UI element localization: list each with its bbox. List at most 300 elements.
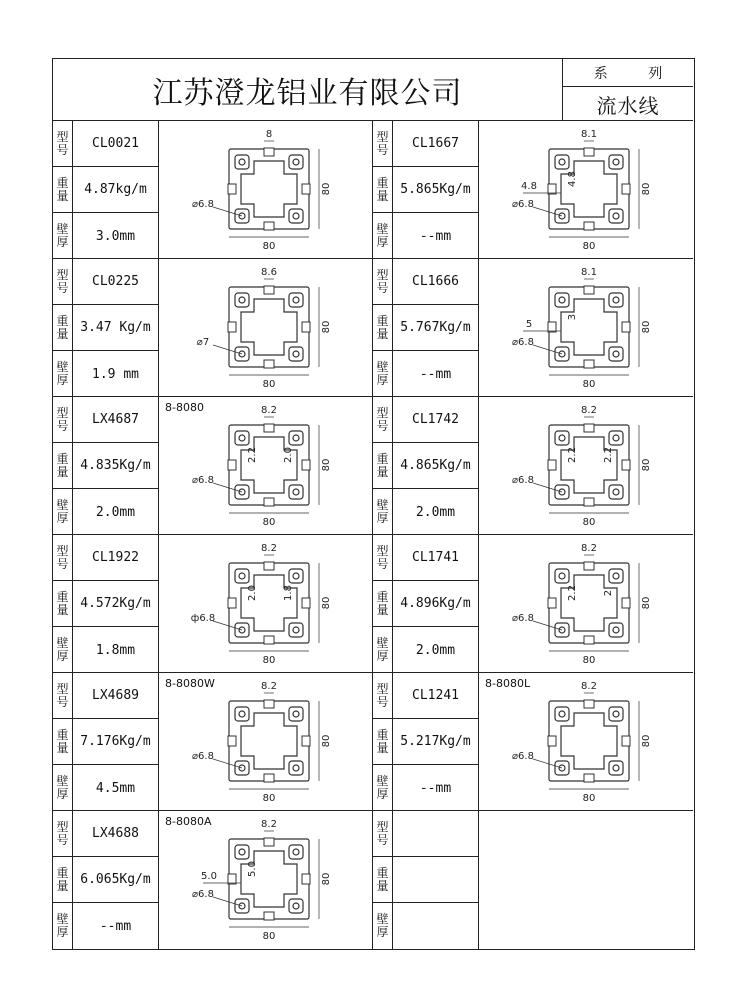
profile-svg <box>159 397 373 535</box>
profile-slot <box>548 184 556 194</box>
label-cell <box>373 719 392 765</box>
product-model: CL1241 <box>412 688 459 703</box>
profile-svg <box>159 535 373 673</box>
dimension-bottom: 80 <box>582 517 596 528</box>
weight-label: 重量 <box>376 727 389 755</box>
profile-slot <box>584 700 594 708</box>
product-model: CL1741 <box>412 550 459 565</box>
dimension-leader-hole <box>533 621 562 630</box>
value-cell <box>73 719 158 765</box>
model-label: 型号 <box>376 819 389 847</box>
series-label: 系 列 <box>563 59 693 87</box>
model-label: 型号 <box>56 405 69 433</box>
value-cell <box>393 811 478 857</box>
value-column <box>393 397 479 535</box>
dimension-top: 8.2 <box>261 405 277 416</box>
profile-drawing <box>159 259 373 397</box>
product-model: CL1922 <box>92 550 139 565</box>
product-weight: 4.87kg/m <box>84 182 147 197</box>
label-cell <box>373 121 392 167</box>
profile-drawing <box>159 811 373 949</box>
dimension-hole: ф6.8 <box>190 613 216 624</box>
weight-label: 重量 <box>376 451 389 479</box>
profile-core <box>561 713 617 769</box>
label-cell <box>373 259 392 305</box>
value-column <box>73 811 159 949</box>
value-cell <box>73 857 158 903</box>
dimension-side: 80 <box>641 320 652 334</box>
label-cell <box>373 765 392 811</box>
label-column <box>373 121 393 259</box>
dimension-leader-hole <box>533 207 562 216</box>
label-cell <box>373 167 392 213</box>
dimension-side: 80 <box>321 872 332 886</box>
label-cell <box>53 305 72 351</box>
profile-slot <box>264 774 274 782</box>
dimension-side: 80 <box>321 596 332 610</box>
profile-hole <box>293 849 299 855</box>
dimension-inner: 2.2 <box>567 585 578 601</box>
profile-code: 8-8080L <box>485 677 531 690</box>
profile-core <box>561 575 617 631</box>
dimension-inner: 3 <box>567 313 578 321</box>
label-cell <box>373 857 392 903</box>
label-cell <box>53 627 72 673</box>
product-weight: 5.865Kg/m <box>400 182 471 197</box>
dimension-side: 80 <box>321 182 332 196</box>
profile-hole <box>559 297 565 303</box>
profile-drawing <box>159 673 373 811</box>
model-label: 型号 <box>376 681 389 709</box>
profile-slot <box>584 774 594 782</box>
profile-code: 8-8080W <box>165 677 215 690</box>
value-cell <box>393 535 478 581</box>
profile-cavity <box>609 623 623 637</box>
dimension-hole: ⌀6.8 <box>512 613 534 624</box>
profile-cavity <box>609 761 623 775</box>
product-row <box>53 673 693 811</box>
value-cell <box>393 213 478 259</box>
dimension-top: 8.2 <box>261 543 277 554</box>
dimension-side: 80 <box>321 458 332 472</box>
dimension-bottom: 80 <box>262 931 276 942</box>
profile-hole <box>293 435 299 441</box>
label-cell <box>373 673 392 719</box>
profile-cavity <box>289 431 303 445</box>
profile-svg <box>159 259 373 397</box>
value-cell <box>73 627 158 673</box>
wall-label: 壁厚 <box>376 636 389 663</box>
weight-label: 重量 <box>56 589 69 617</box>
profile-core <box>561 161 617 217</box>
dimension-bottom: 80 <box>262 655 276 666</box>
profile-svg <box>479 121 693 259</box>
value-column <box>73 259 159 397</box>
profile-hole <box>613 765 619 771</box>
profile-cavity <box>289 761 303 775</box>
wall-label: 壁厚 <box>376 360 389 387</box>
value-column <box>393 121 479 259</box>
product-weight: 4.865Kg/m <box>400 458 471 473</box>
profile-slot <box>264 912 274 920</box>
profile-hole <box>239 297 245 303</box>
value-column <box>393 535 479 673</box>
weight-label: 重量 <box>376 175 389 203</box>
catalog-sheet <box>52 58 695 950</box>
dimension-side: 80 <box>321 734 332 748</box>
dimension-inner2: 1.8 <box>283 585 294 601</box>
profile-cavity <box>289 293 303 307</box>
label-column <box>373 397 393 535</box>
profile-slot <box>622 598 630 608</box>
value-cell <box>73 673 158 719</box>
value-cell <box>73 489 158 535</box>
model-label: 型号 <box>56 267 69 295</box>
profile-hole <box>613 711 619 717</box>
profile-svg <box>159 121 373 259</box>
profile-slot <box>548 736 556 746</box>
profile-slot <box>622 322 630 332</box>
company-name: 江苏澄龙铝业有限公司 <box>53 59 563 121</box>
model-label: 型号 <box>56 819 69 847</box>
profile-hole <box>239 849 245 855</box>
label-cell <box>53 581 72 627</box>
profile-slot <box>264 700 274 708</box>
profile-core <box>561 437 617 493</box>
profile-hole <box>559 711 565 717</box>
profile-slot <box>228 736 236 746</box>
label-cell <box>53 535 72 581</box>
weight-label: 重量 <box>56 865 69 893</box>
value-cell <box>393 581 478 627</box>
profile-slot <box>264 562 274 570</box>
profile-hole <box>293 903 299 909</box>
profile-slot <box>584 222 594 230</box>
profile-drawing <box>159 535 373 673</box>
profile-slot <box>264 498 274 506</box>
profile-core <box>241 713 297 769</box>
profile-cavity <box>235 293 249 307</box>
dimension-slot: 5 <box>525 319 533 330</box>
profile-hole <box>613 435 619 441</box>
profile-hole <box>239 573 245 579</box>
profile-hole <box>293 711 299 717</box>
profile-cavity <box>235 845 249 859</box>
profile-slot <box>228 322 236 332</box>
value-cell <box>73 213 158 259</box>
dimension-hole: ⌀6.8 <box>512 475 534 486</box>
profile-slot <box>584 360 594 368</box>
value-cell <box>393 397 478 443</box>
value-cell <box>73 121 158 167</box>
product-wall: 2.0mm <box>95 504 136 520</box>
label-cell <box>373 213 392 259</box>
product-weight: 7.176Kg/m <box>80 734 151 749</box>
profile-hole <box>293 351 299 357</box>
dimension-bottom: 80 <box>262 517 276 528</box>
label-cell <box>53 443 72 489</box>
dimension-bottom: 80 <box>582 655 596 666</box>
dimension-top: 8.2 <box>581 543 597 554</box>
dimension-top: 8.1 <box>581 129 597 140</box>
label-cell <box>53 121 72 167</box>
profile-cavity <box>609 485 623 499</box>
label-column <box>53 811 73 949</box>
profile-cavity <box>609 569 623 583</box>
profile-cavity <box>609 707 623 721</box>
profile-svg <box>479 673 693 811</box>
label-cell <box>53 903 72 949</box>
profile-core <box>561 299 617 355</box>
product-weight: 5.217Kg/m <box>400 734 471 749</box>
label-cell <box>53 489 72 535</box>
profile-cavity <box>609 347 623 361</box>
profile-hole <box>613 213 619 219</box>
profile-slot <box>584 498 594 506</box>
weight-label: 重量 <box>376 589 389 617</box>
model-label: 型号 <box>376 267 389 295</box>
profile-cavity <box>289 347 303 361</box>
profile-code: 8-8080 <box>165 401 204 414</box>
wall-label: 壁厚 <box>376 912 389 939</box>
profile-slot <box>228 874 236 884</box>
profile-cavity <box>289 209 303 223</box>
label-cell <box>373 581 392 627</box>
profile-code: 8-8080A <box>165 815 212 828</box>
profile-hole <box>613 351 619 357</box>
profile-cavity <box>235 569 249 583</box>
label-cell <box>53 673 72 719</box>
dimension-side: 80 <box>641 458 652 472</box>
profile-core <box>241 299 297 355</box>
product-wall: 3.0mm <box>95 228 136 244</box>
value-cell <box>73 305 158 351</box>
profile-slot <box>584 636 594 644</box>
wall-label: 壁厚 <box>56 498 69 525</box>
value-cell <box>73 167 158 213</box>
dimension-leader-hole <box>533 759 562 768</box>
dimension-slot: 5.0 <box>201 871 217 882</box>
label-cell <box>373 305 392 351</box>
label-cell <box>53 811 72 857</box>
profile-cavity <box>289 845 303 859</box>
dimension-side: 80 <box>641 596 652 610</box>
dimension-hole: ⌀6.8 <box>512 337 534 348</box>
value-cell <box>73 443 158 489</box>
value-cell <box>73 811 158 857</box>
wall-label: 壁厚 <box>56 222 69 249</box>
label-cell <box>53 351 72 397</box>
profile-slot <box>264 838 274 846</box>
profile-hole <box>613 159 619 165</box>
profile-slot <box>264 148 274 156</box>
label-column <box>53 397 73 535</box>
dimension-bottom: 80 <box>582 793 596 804</box>
dimension-top: 8.2 <box>261 681 277 692</box>
dimension-inner2: 2.0 <box>283 447 294 463</box>
value-cell <box>393 857 478 903</box>
dimension-bottom: 80 <box>262 793 276 804</box>
profile-hole <box>293 489 299 495</box>
weight-label: 重量 <box>376 865 389 893</box>
model-label: 型号 <box>56 543 69 571</box>
profile-svg <box>479 259 693 397</box>
product-model: CL1666 <box>412 274 459 289</box>
label-cell <box>373 811 392 857</box>
dimension-leader-hole <box>213 897 242 906</box>
label-column <box>53 535 73 673</box>
profile-slot <box>548 598 556 608</box>
dimension-hole: ⌀7 <box>196 337 210 348</box>
weight-label: 重量 <box>56 451 69 479</box>
profile-cavity <box>235 155 249 169</box>
dimension-bottom: 80 <box>582 379 596 390</box>
model-label: 型号 <box>376 405 389 433</box>
value-column <box>393 259 479 397</box>
product-wall: 2.0mm <box>415 642 456 658</box>
label-cell <box>373 443 392 489</box>
dimension-inner2: 2.2 <box>603 447 614 463</box>
product-model: CL1667 <box>412 136 459 151</box>
value-cell <box>393 259 478 305</box>
header <box>53 59 693 121</box>
profile-core <box>241 575 297 631</box>
dimension-inner: 5.0 <box>247 861 258 877</box>
profile-hole <box>293 213 299 219</box>
wall-label: 壁厚 <box>56 774 69 801</box>
product-row <box>53 397 693 535</box>
label-column <box>373 535 393 673</box>
profile-svg <box>479 535 693 673</box>
label-cell <box>373 535 392 581</box>
weight-label: 重量 <box>56 313 69 341</box>
profile-svg <box>479 397 693 535</box>
label-column <box>53 673 73 811</box>
value-cell <box>73 351 158 397</box>
profile-hole <box>613 489 619 495</box>
product-wall: --mm <box>419 780 452 796</box>
profile-cavity <box>555 707 569 721</box>
profile-slot <box>548 322 556 332</box>
product-weight: 5.767Kg/m <box>400 320 471 335</box>
series-value: 流水线 <box>596 93 660 118</box>
wall-label: 壁厚 <box>56 636 69 663</box>
product-model: LX4687 <box>92 412 139 427</box>
label-cell <box>53 857 72 903</box>
profile-cavity <box>555 431 569 445</box>
label-cell <box>373 903 392 949</box>
label-column <box>373 673 393 811</box>
profile-cavity <box>289 623 303 637</box>
profile-cavity <box>609 293 623 307</box>
value-cell <box>393 765 478 811</box>
label-column <box>53 121 73 259</box>
profile-hole <box>239 711 245 717</box>
dimension-inner: 4.8 <box>567 171 578 187</box>
product-wall: 2.0mm <box>415 504 456 520</box>
profile-cavity <box>289 707 303 721</box>
value-cell <box>393 903 478 949</box>
profile-hole <box>613 627 619 633</box>
product-weight: 6.065Kg/m <box>80 872 151 887</box>
value-column <box>73 397 159 535</box>
model-label: 型号 <box>56 681 69 709</box>
label-cell <box>53 397 72 443</box>
profile-drawing <box>479 535 693 673</box>
profile-hole <box>613 297 619 303</box>
product-row <box>53 811 693 951</box>
model-label: 型号 <box>376 129 389 157</box>
profile-hole <box>239 159 245 165</box>
dimension-hole: ⌀6.8 <box>192 751 214 762</box>
product-weight: 4.896Kg/m <box>400 596 471 611</box>
dimension-side: 80 <box>321 320 332 334</box>
profile-core <box>241 851 297 907</box>
dimension-leader-hole <box>213 621 242 630</box>
label-cell <box>53 765 72 811</box>
weight-label: 重量 <box>376 313 389 341</box>
dimension-bottom: 80 <box>262 379 276 390</box>
profile-slot <box>264 286 274 294</box>
profile-core <box>241 161 297 217</box>
value-cell <box>73 765 158 811</box>
value-cell <box>393 673 478 719</box>
value-cell <box>393 121 478 167</box>
dimension-top: 8.2 <box>581 681 597 692</box>
profile-drawing <box>479 121 693 259</box>
profile-cavity <box>235 431 249 445</box>
weight-label: 重量 <box>56 175 69 203</box>
profile-drawing <box>479 673 693 811</box>
profile-hole <box>293 765 299 771</box>
profile-svg <box>159 673 373 811</box>
profile-slot <box>228 184 236 194</box>
label-cell <box>53 259 72 305</box>
product-row <box>53 121 693 259</box>
product-wall: --mm <box>99 918 132 934</box>
value-cell <box>73 535 158 581</box>
profile-drawing <box>479 397 693 535</box>
value-cell <box>73 397 158 443</box>
dimension-top: 8.6 <box>261 267 277 278</box>
profile-hole <box>559 573 565 579</box>
profile-slot <box>584 562 594 570</box>
profile-slot <box>302 598 310 608</box>
profile-drawing <box>479 259 693 397</box>
weight-label: 重量 <box>56 727 69 755</box>
value-column <box>393 811 479 949</box>
profile-cavity <box>235 707 249 721</box>
value-column <box>393 673 479 811</box>
dimension-inner: 2.2 <box>567 447 578 463</box>
dimension-hole: ⌀6.8 <box>512 199 534 210</box>
dimension-inner: 2.2 <box>247 447 258 463</box>
dimension-leader-hole <box>533 483 562 492</box>
value-cell <box>393 443 478 489</box>
label-cell <box>53 167 72 213</box>
profile-core <box>241 437 297 493</box>
dimension-side: 80 <box>641 182 652 196</box>
product-model: LX4688 <box>92 826 139 841</box>
profile-slot <box>302 460 310 470</box>
dimension-leader-hole <box>213 759 242 768</box>
profile-hole <box>559 159 565 165</box>
product-row <box>53 259 693 397</box>
dimension-hole: ⌀6.8 <box>512 751 534 762</box>
value-column <box>73 535 159 673</box>
wall-label: 壁厚 <box>376 222 389 249</box>
profile-drawing <box>159 121 373 259</box>
